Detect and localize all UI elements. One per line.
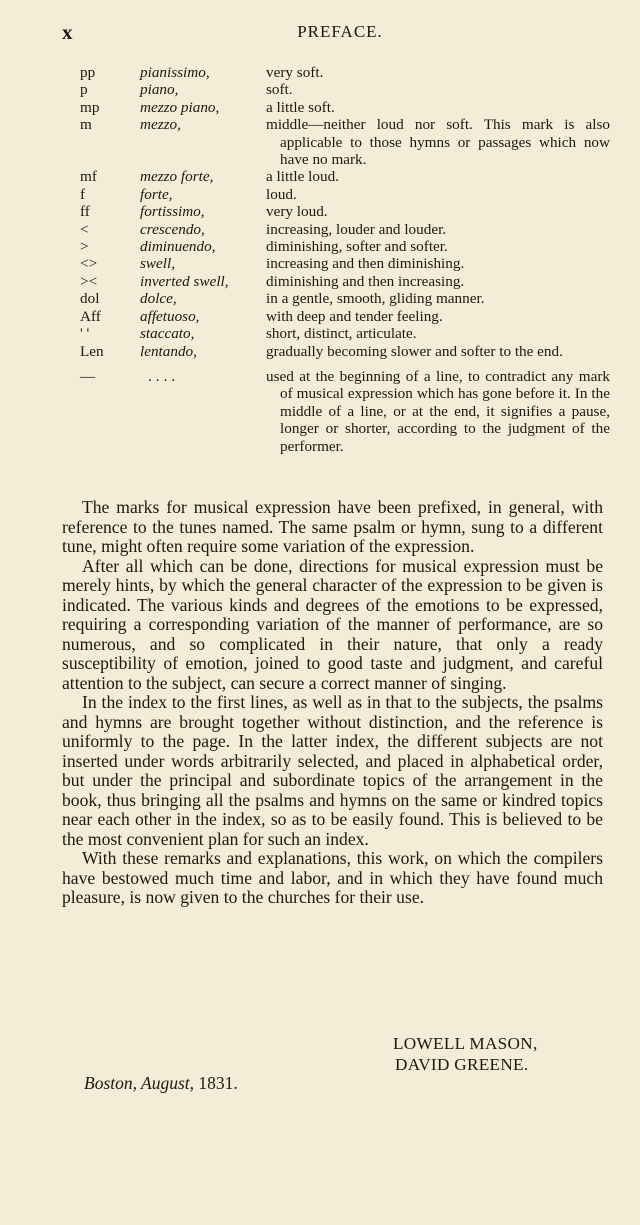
mark-meaning: in a gentle, smooth, gliding manner. xyxy=(266,290,485,308)
mark-term: diminuendo, xyxy=(140,238,216,256)
mark-term: piano, xyxy=(140,81,179,99)
mark-term: crescendo, xyxy=(140,220,205,238)
mark-term: mezzo forte, xyxy=(140,168,214,186)
mark-row xyxy=(80,308,610,325)
signature-name: LOWELL MASON, xyxy=(393,1034,538,1053)
mark-symbol: > xyxy=(80,238,89,256)
mark-meaning: short, distinct, articulate. xyxy=(266,325,417,343)
expression-marks-table xyxy=(80,64,610,455)
mark-term: affetuoso, xyxy=(140,307,200,325)
paragraph: In the index to the first lines, as well as in that to the subjects, the psalms and hymns are brought together without distinction, and the reference is uniformly to the page. In the latter index, the different subjects are not inserted under words arbitrarily selected, and placed in alphabetical order, but under the principal and subordinate topics of the arrangement in the book, thus bringing all the psalms and hymns on the same or kindred topics near each other in the index, so as to be easily found. This is believed to be the most convenient plan for such an index. xyxy=(62,692,603,849)
mark-term: forte, xyxy=(140,185,173,203)
mark-symbol: pp xyxy=(80,64,96,81)
mark-row xyxy=(80,221,610,238)
mark-symbol: ff xyxy=(80,203,90,221)
mark-row xyxy=(80,186,610,203)
mark-symbol: dol xyxy=(80,290,100,308)
mark-meaning: very loud. xyxy=(266,203,328,221)
dateline-year: 1831. xyxy=(198,1073,238,1093)
mark-term: dolce, xyxy=(140,290,177,308)
mark-symbol: — xyxy=(80,367,96,385)
mark-meaning: very soft. xyxy=(266,64,324,81)
mark-symbol: >< xyxy=(80,272,98,290)
mark-row xyxy=(80,273,610,290)
mark-term: swell, xyxy=(140,255,176,273)
mark-row xyxy=(80,81,610,98)
mark-meaning: increasing, louder and louder. xyxy=(266,220,447,238)
mark-row xyxy=(80,64,610,81)
mark-symbol: p xyxy=(80,81,88,99)
mark-meaning: diminishing, softer and softer. xyxy=(266,238,448,256)
paragraph: The marks for musical expression have been prefixed, in general, with reference to the tunes named. The same psalm or hymn, sung to a different tune, might often require some variation of the expression. xyxy=(62,497,603,556)
mark-term: .... xyxy=(148,367,180,385)
running-head: PREFACE. xyxy=(297,22,383,41)
mark-meaning: a little soft. xyxy=(266,98,335,116)
mark-row xyxy=(80,325,610,342)
mark-meaning: loud. xyxy=(266,185,297,203)
mark-symbol: <> xyxy=(80,255,98,273)
mark-symbol: m xyxy=(80,116,92,134)
mark-meaning: used at the beginning of a line, to contradict any mark of musical expression which has gone before it. In the middle of a line, or at the end, it signifies a pause, longer or shorter, according to the judgment of the performer. xyxy=(266,367,610,455)
mark-row xyxy=(80,255,610,272)
mark-term: staccato, xyxy=(140,325,195,343)
mark-term: inverted swell, xyxy=(140,272,229,290)
paragraph: With these remarks and explanations, this work, on which the compilers have bestowed much time and labor, and in which they have found much pleasure, is now given to the churches for their use. xyxy=(62,848,603,907)
mark-meaning: gradually becoming slower and softer to the end. xyxy=(266,342,563,360)
mark-row xyxy=(80,368,610,455)
mark-meaning: with deep and tender feeling. xyxy=(266,307,443,325)
mark-symbol: Aff xyxy=(80,307,101,325)
mark-term: lentando, xyxy=(140,342,197,360)
mark-meaning: increasing and then diminishing. xyxy=(266,255,465,273)
signature-name: DAVID GREENE. xyxy=(395,1055,529,1074)
mark-meaning: soft. xyxy=(266,81,293,99)
dateline xyxy=(84,1073,238,1094)
mark-meaning: middle—neither loud nor soft. This mark is also applicable to those hymns or passages which now have no mark. xyxy=(266,116,610,169)
mark-symbol: ' ' xyxy=(80,325,90,343)
page-header xyxy=(62,20,618,46)
mark-term: fortissimo, xyxy=(140,203,205,221)
preface-body xyxy=(62,498,603,908)
dateline-place: Boston, August, xyxy=(84,1073,195,1093)
paragraph: After all which can be done, directions for musical expression must be merely hints, by which the general character of the expression to be given is indicated. The various kinds and degrees of the emotions to be expressed, requiring a corresponding variation of the manner of performance, are so numerous, and so complicated in their nature, that only a ready susceptibility of emotion, joined to good taste and judgment, and careful attention to the subject, can secure a correct manner of singing. xyxy=(62,555,603,693)
mark-row xyxy=(80,238,610,255)
mark-term: pianissimo, xyxy=(140,64,210,81)
mark-symbol: < xyxy=(80,220,89,238)
mark-row xyxy=(80,203,610,220)
mark-meaning: diminishing and then increasing. xyxy=(266,272,465,290)
page-number: x xyxy=(62,20,73,44)
mark-symbol: Len xyxy=(80,342,104,360)
spacer xyxy=(80,360,610,368)
mark-term: mezzo piano, xyxy=(140,98,220,116)
mark-term: mezzo, xyxy=(140,116,181,134)
mark-row xyxy=(80,116,610,168)
mark-row xyxy=(80,99,610,116)
mark-symbol: mp xyxy=(80,98,100,116)
mark-symbol: mf xyxy=(80,168,97,186)
mark-row xyxy=(80,343,610,360)
signature-block xyxy=(393,1033,538,1075)
mark-meaning: a little loud. xyxy=(266,168,339,186)
mark-symbol: f xyxy=(80,185,86,203)
mark-row xyxy=(80,168,610,185)
mark-row xyxy=(80,290,610,307)
